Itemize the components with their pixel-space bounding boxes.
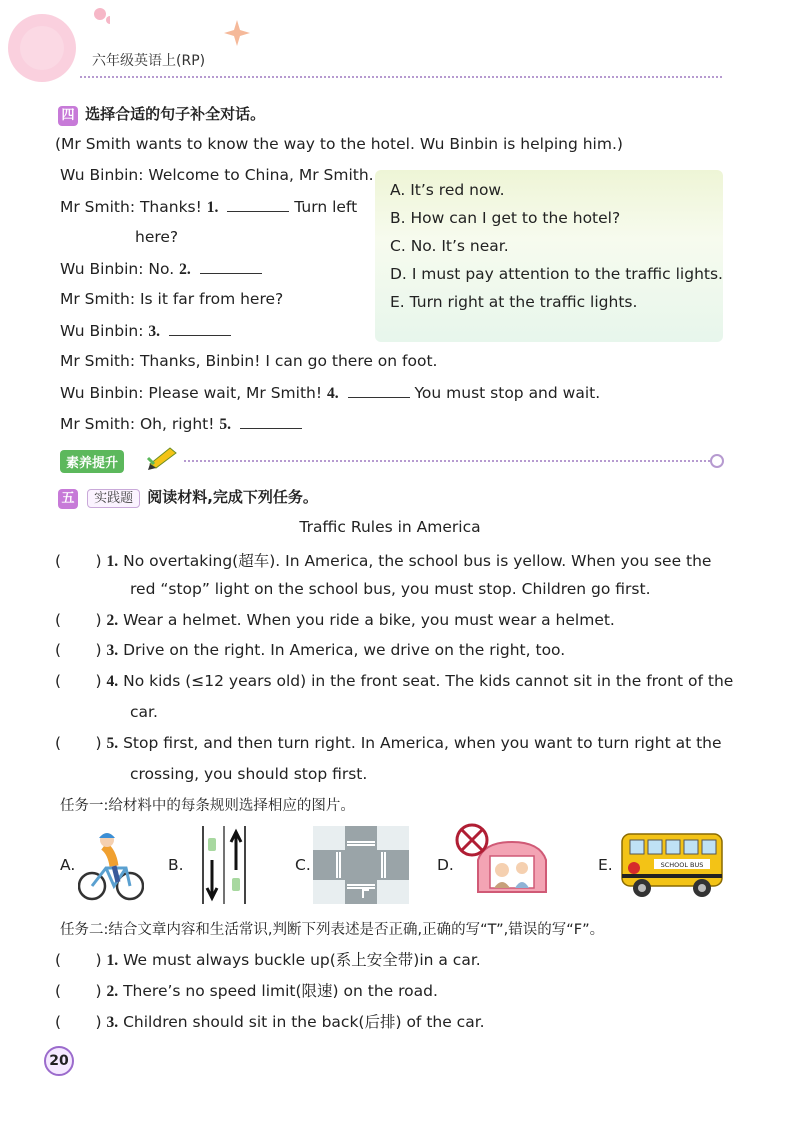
dialogue-text: Wu Binbin: No. — [60, 260, 175, 278]
practice-tag: 实践题 — [87, 489, 140, 508]
dialogue-line — [60, 321, 231, 341]
crossing-icon — [313, 826, 409, 908]
blank-number: 3. — [148, 323, 161, 340]
option-item: E. Turn right at the traffic lights. — [390, 293, 638, 311]
option-item: D. I must pay attention to the traffic lights. — [390, 265, 723, 283]
blank-number: 2. — [179, 261, 191, 278]
task2-instruction: 任务二:结合文章内容和生活常识,判断下列表述是否正确,正确的写“T”,错误的写“F”。 — [60, 922, 605, 938]
picture-label: D. — [437, 856, 454, 874]
blank-number: 4. — [327, 385, 339, 402]
statement-item: ( ) 2. There’s no speed limit(限速) on the road. — [55, 982, 438, 1000]
picture-label: C. — [295, 856, 311, 874]
rule-item: ( ) 4. No kids (≤12 years old) in the front seat. The kids cannot sit in the front of the — [55, 672, 734, 690]
option-item: A. It’s red now. — [390, 181, 505, 199]
rule-item: ( ) 2. Wear a helmet. When you ride a bike, you must wear a helmet. — [55, 611, 615, 629]
rule-continuation: car. — [130, 703, 158, 721]
dialogue-line: Mr Smith: Thanks, Binbin! I can go there on foot. — [60, 352, 438, 370]
dialogue-line: here? — [135, 228, 179, 246]
pencil-icon — [146, 444, 180, 474]
dialogue-line: Mr Smith: Is it far from here? — [60, 290, 284, 308]
option-item: B. How can I get to the hotel? — [390, 209, 621, 227]
page-number-text: 20 — [49, 1053, 69, 1069]
answer-paren[interactable]: ( ) — [55, 951, 102, 969]
answer-paren[interactable]: ( ) — [55, 611, 102, 629]
dialogue-line: Wu Binbin: Welcome to China, Mr Smith. — [60, 166, 374, 184]
section5-title: 阅读材料,完成下列任务。 — [147, 488, 318, 506]
section4-heading — [58, 103, 265, 126]
answer-blank-1[interactable] — [227, 197, 289, 212]
option-item: C. No. It’s near. — [390, 237, 509, 255]
dialogue-text: Wu Binbin: — [60, 322, 144, 340]
rule-item: ( ) 3. Drive on the right. In America, we drive on the right, too. — [55, 641, 566, 659]
picture-label: A. — [60, 856, 76, 874]
dialogue-text: Mr Smith: Oh, right! — [60, 415, 215, 433]
answer-blank-4[interactable] — [348, 383, 410, 398]
banner-tag: 素养提升 — [60, 450, 124, 473]
rule-continuation: red “stop” light on the school bus, you must stop. Children go first. — [130, 580, 651, 598]
statement-item: ( ) 1. We must always buckle up(系上安全带)in a car. — [55, 951, 481, 969]
dialogue-line — [60, 197, 357, 217]
dialogue-text: Mr Smith: Thanks! — [60, 198, 202, 216]
answer-blank-3[interactable] — [169, 321, 231, 336]
rule-continuation: crossing, you should stop first. — [130, 765, 368, 783]
answer-blank-2[interactable] — [200, 259, 262, 274]
dialogue-line — [60, 259, 262, 279]
rule-item: ( ) 5. Stop first, and then turn right. In America, when you want to turn right at the — [55, 734, 722, 752]
no-kids-front-seat-icon — [454, 822, 570, 908]
answer-paren[interactable]: ( ) — [55, 1013, 102, 1031]
drive-right-lanes-icon — [198, 826, 250, 908]
answer-paren[interactable]: ( ) — [55, 982, 102, 1000]
blank-number: 5. — [219, 416, 232, 433]
answer-paren[interactable]: ( ) — [55, 641, 102, 659]
answer-paren[interactable]: ( ) — [55, 734, 102, 752]
rule-item: ( ) 1. No overtaking(超车). In America, the school bus is yellow. When you see the — [55, 552, 712, 570]
answer-blank-5[interactable] — [240, 414, 302, 429]
dialogue-text: Wu Binbin: Please wait, Mr Smith! — [60, 384, 323, 402]
cyclist-helmet-icon — [78, 826, 144, 908]
banner-end-circle — [710, 454, 724, 468]
answer-paren[interactable]: ( ) — [55, 672, 102, 690]
school-bus-icon — [618, 828, 726, 904]
dialogue-text: Turn left — [294, 198, 358, 216]
section4-context: (Mr Smith wants to know the way to the hotel. Wu Binbin is helping him.) — [55, 135, 623, 153]
header-title: 六年级英语上(RP) — [92, 53, 206, 69]
banner-dotted-rule — [184, 460, 710, 462]
blank-number: 1. — [206, 199, 219, 216]
picture-label: E. — [598, 856, 613, 874]
task1-instruction: 任务一:给材料中的每条规则选择相应的图片。 — [60, 798, 355, 814]
header-star-decoration — [222, 18, 252, 52]
dialogue-line — [60, 414, 302, 434]
dialogue-line — [60, 383, 600, 403]
section5-heading — [58, 486, 318, 509]
statement-item: ( ) 3. Children should sit in the back(后排) of the car. — [55, 1013, 485, 1031]
section5-badge: 五 — [58, 489, 78, 509]
header-dotted-rule — [80, 76, 722, 78]
answer-paren[interactable]: ( ) — [55, 552, 102, 570]
bus-text: SCHOOL BUS — [660, 861, 704, 869]
page-number — [44, 1046, 74, 1076]
section4-badge: 四 — [58, 106, 78, 126]
reading-title: Traffic Rules in America — [299, 518, 481, 536]
dialogue-text: You must stop and wait. — [414, 384, 601, 402]
options-box — [375, 170, 723, 342]
section4-title: 选择合适的句子补全对话。 — [85, 105, 266, 123]
picture-label: B. — [168, 856, 184, 874]
